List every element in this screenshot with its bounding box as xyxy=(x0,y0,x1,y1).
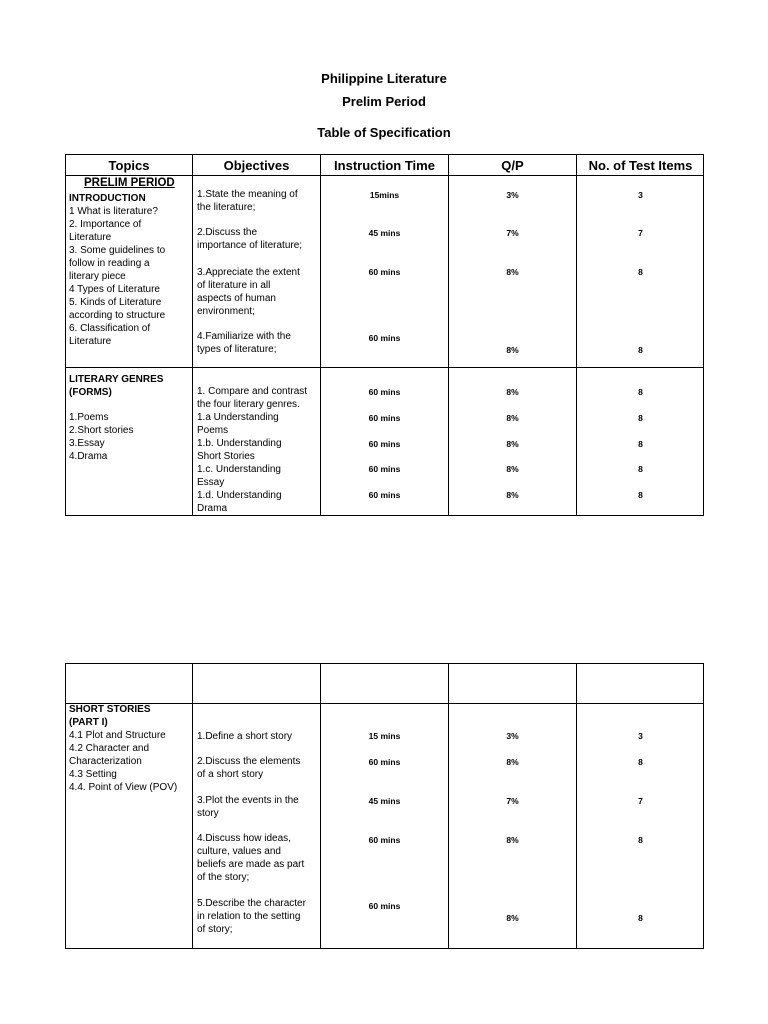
objective-2: 2.Discuss the importance of literature; xyxy=(197,227,303,251)
qp-value: 7% xyxy=(506,796,519,806)
items-value: 8 xyxy=(638,490,643,500)
time-value: 60 mins xyxy=(368,413,401,423)
header-test-items: No. of Test Items xyxy=(588,158,693,173)
time-value: 60 mins xyxy=(368,464,401,474)
objective-4: 4.Discuss how ideas, culture, values and beliefs are made as part of the story; xyxy=(197,833,305,883)
time-value: 15mins xyxy=(369,190,400,200)
qp-value: 3% xyxy=(506,731,519,741)
time-value: 60 mins xyxy=(368,267,401,277)
objective-3: 3.Plot the events in the story xyxy=(197,795,299,819)
specification-table-2 xyxy=(65,663,704,949)
time-value: 45 mins xyxy=(368,228,401,238)
items-value: 8 xyxy=(638,835,643,845)
objective-5: 5.Describe the character in relation to the setting of story; xyxy=(197,898,306,935)
time-value: 60 mins xyxy=(368,439,401,449)
qp-value: 8% xyxy=(506,439,519,449)
objective-4: 4.Familiarize with the types of literature; xyxy=(197,331,291,355)
period-title: Prelim Period xyxy=(342,94,426,109)
items-value: 3 xyxy=(638,731,643,741)
document-title: Philippine Literature xyxy=(321,71,447,86)
qp-value: 8% xyxy=(506,387,519,397)
introduction-topics: 1 What is literature? 2. Importance of Literature 3. Some guidelines to follow in reading a literary piece 4 Types of Literature 5. Kinds of Literature according to structure 6. Classification of Literature xyxy=(69,206,166,347)
qp-value: 8% xyxy=(506,413,519,423)
items-value: 8 xyxy=(638,464,643,474)
header-qp: Q/P xyxy=(501,158,524,173)
objective-5: 1.d. Understanding Drama xyxy=(197,490,282,514)
items-value: 8 xyxy=(638,345,643,355)
time-value: 45 mins xyxy=(368,796,401,806)
items-value: 8 xyxy=(638,439,643,449)
time-value: 15 mins xyxy=(368,731,401,741)
prelim-period-label: PRELIM PERIOD xyxy=(84,177,175,189)
objective-1: 1.Define a short story xyxy=(197,731,293,742)
items-value: 8 xyxy=(638,413,643,423)
time-value: 60 mins xyxy=(368,490,401,500)
objective-4: 1.c. Understanding Essay xyxy=(197,464,281,488)
qp-value: 8% xyxy=(506,913,519,923)
objective-2: 2.Discuss the elements of a short story xyxy=(197,756,301,780)
header-instruction-time: Instruction Time xyxy=(334,158,435,173)
qp-value: 3% xyxy=(506,190,519,200)
items-value: 7 xyxy=(638,228,643,238)
items-value: 7 xyxy=(638,796,643,806)
qp-value: 8% xyxy=(506,835,519,845)
header-objectives: Objectives xyxy=(223,158,290,173)
literary-genres-heading: LITERARY GENRES (FORMS) xyxy=(69,374,164,398)
header-topics: Topics xyxy=(108,158,150,173)
items-value: 8 xyxy=(638,387,643,397)
items-value: 8 xyxy=(638,267,643,277)
objective-1: 1.State the meaning of the literature; xyxy=(197,189,298,213)
short-stories-heading: SHORT STORIES (PART I) xyxy=(69,704,151,728)
time-value: 60 mins xyxy=(368,333,401,343)
qp-value: 8% xyxy=(506,267,519,277)
objective-1: 1. Compare and contrast the four literary genres. xyxy=(197,386,308,410)
items-value: 8 xyxy=(638,913,643,923)
time-value: 60 mins xyxy=(368,757,401,767)
short-stories-topics: 4.1 Plot and Structure 4.2 Character and Characterization 4.3 Setting 4.4. Point of View (POV) xyxy=(69,730,178,793)
specification-table-1 xyxy=(65,154,704,516)
qp-value: 7% xyxy=(506,228,519,238)
objective-3: 1.b. Understanding Short Stories xyxy=(197,438,282,462)
items-value: 3 xyxy=(638,190,643,200)
qp-value: 8% xyxy=(506,345,519,355)
objective-2: 1.a Understanding Poems xyxy=(197,412,279,436)
table-title: Table of Specification xyxy=(317,125,451,140)
qp-value: 8% xyxy=(506,464,519,474)
time-value: 60 mins xyxy=(368,901,401,911)
qp-value: 8% xyxy=(506,757,519,767)
items-value: 8 xyxy=(638,757,643,767)
literary-genres-topics: 1.Poems 2.Short stories 3.Essay 4.Drama xyxy=(69,412,134,462)
time-value: 60 mins xyxy=(368,835,401,845)
objective-3: 3.Appreciate the extent of literature in all aspects of human environment; xyxy=(197,267,300,317)
qp-value: 8% xyxy=(506,490,519,500)
time-value: 60 mins xyxy=(368,387,401,397)
introduction-heading: INTRODUCTION xyxy=(69,193,146,204)
